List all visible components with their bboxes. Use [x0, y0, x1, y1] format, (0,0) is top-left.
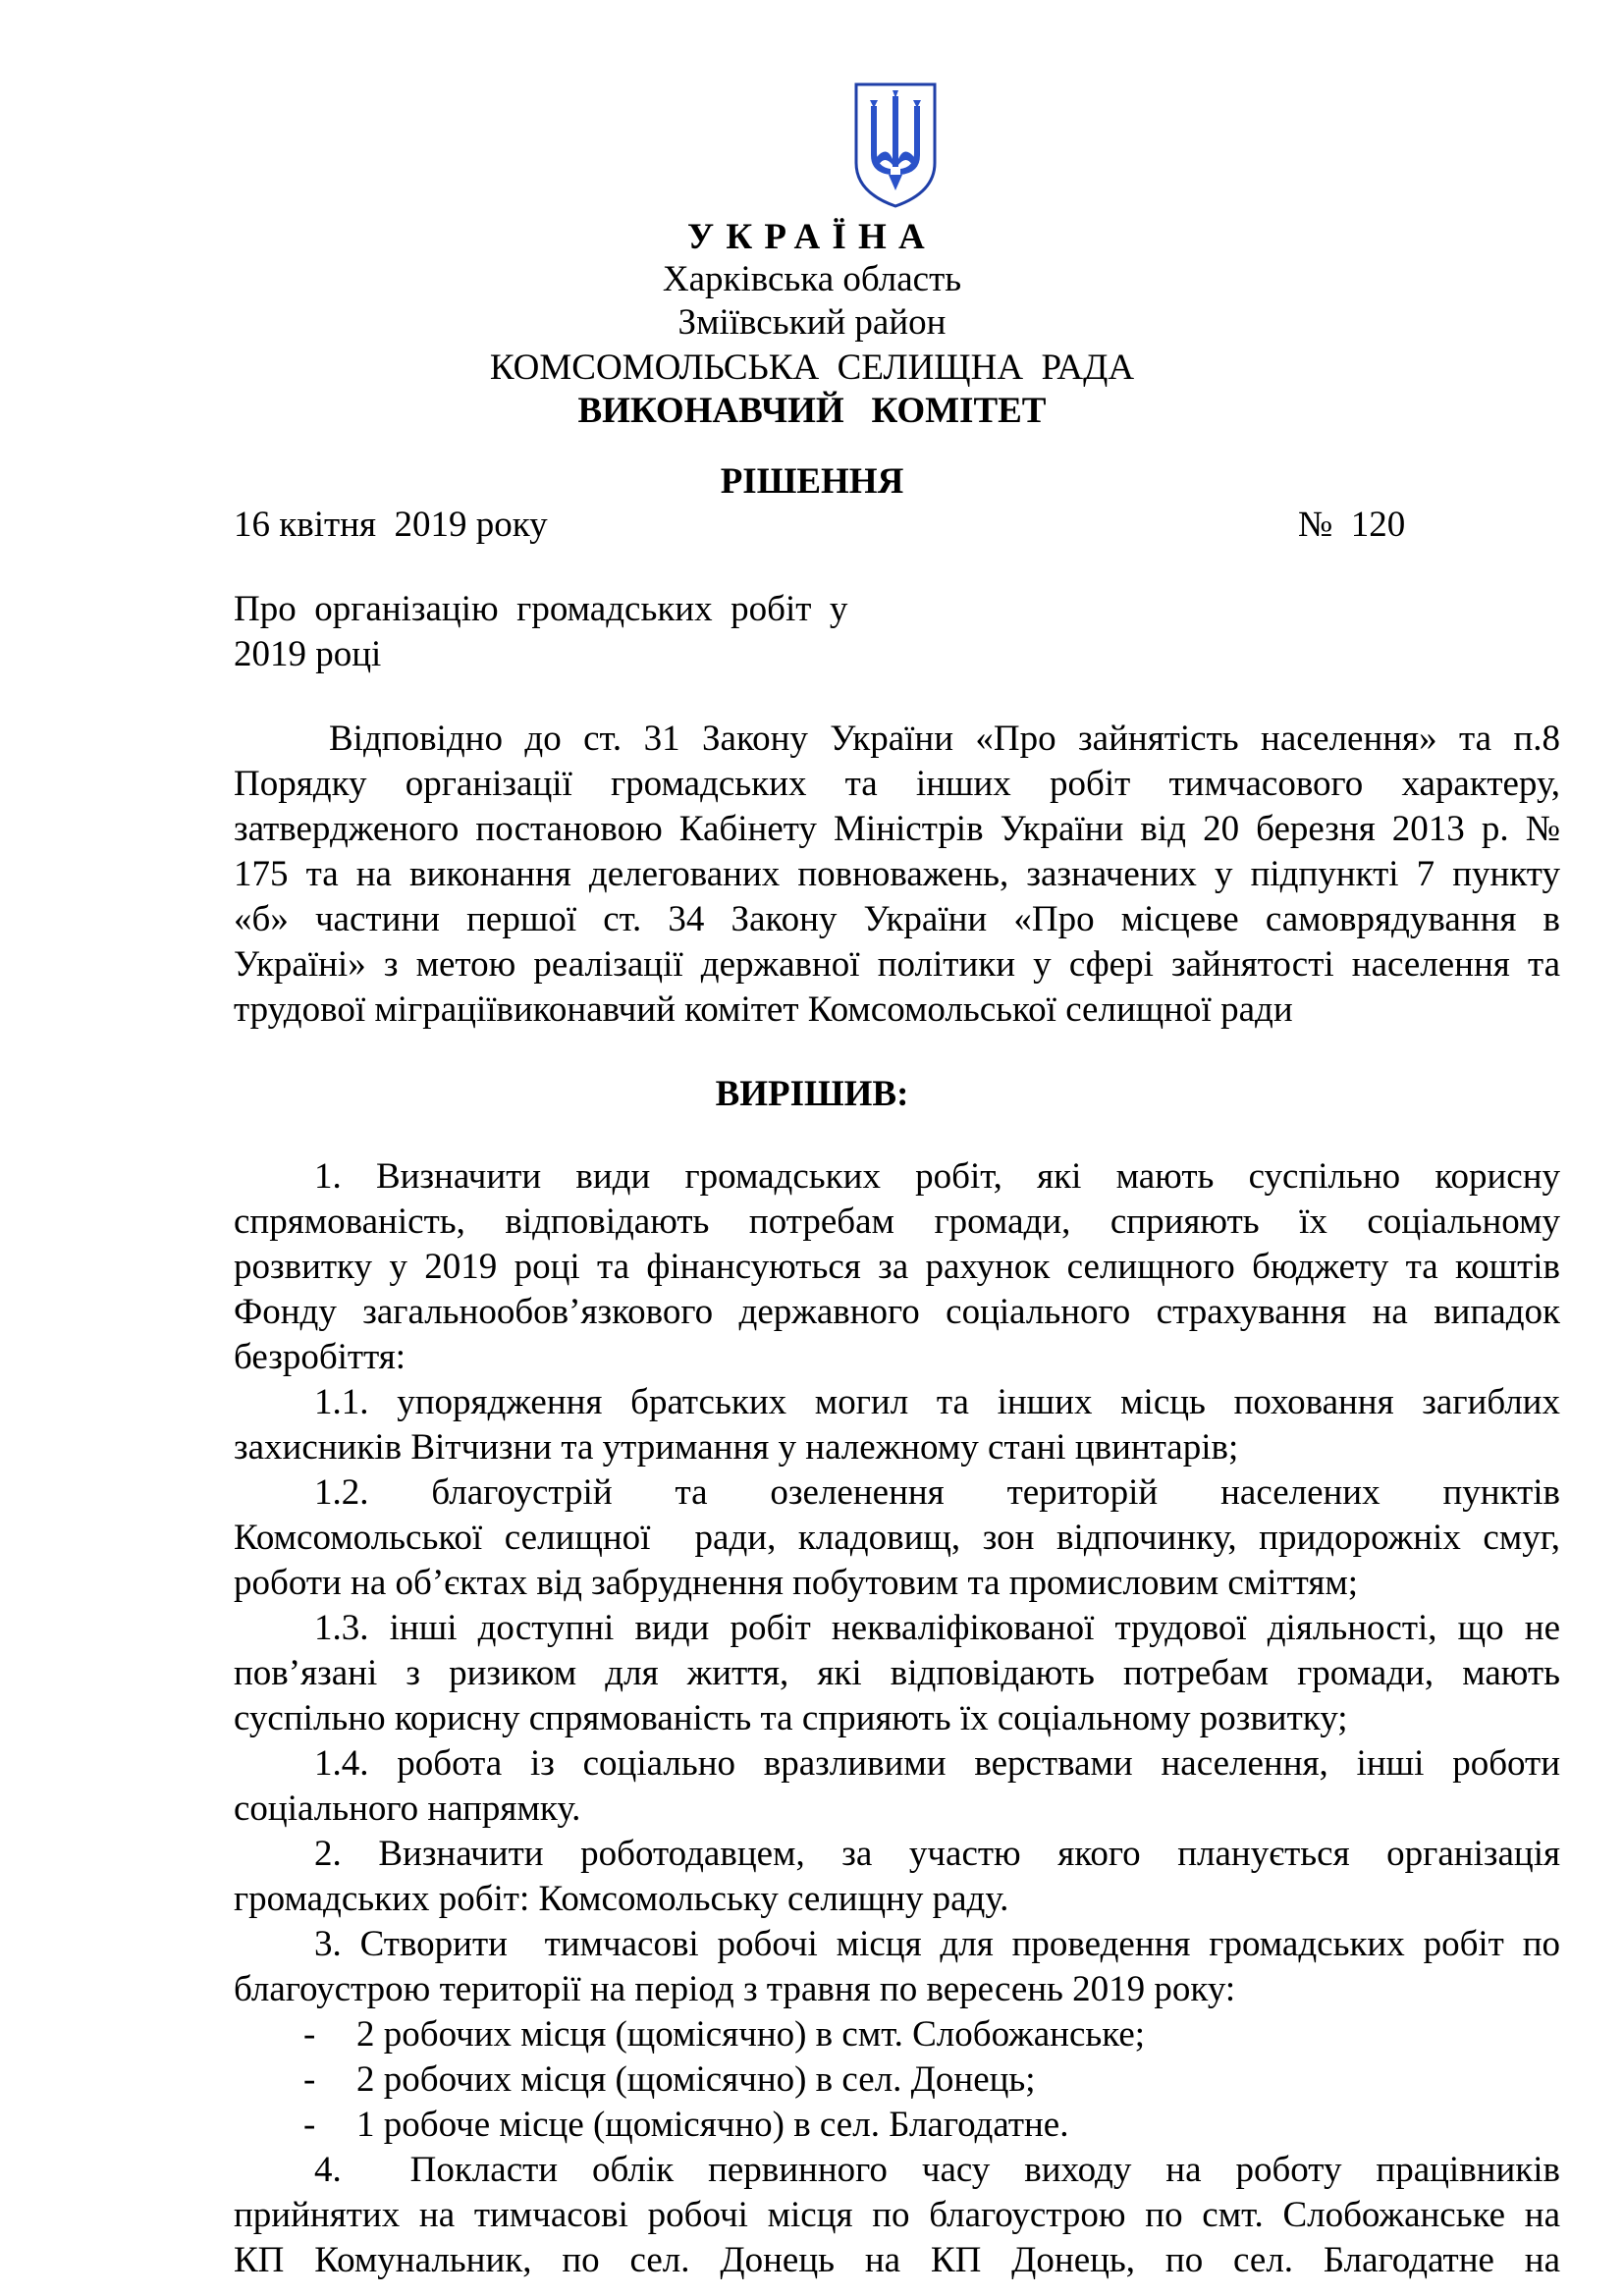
item-4-line: КП Комунальник, по сел. Донець на КП Донець, по сел. Благодатне на — [234, 2240, 1560, 2280]
subject-line: Про організацію громадських робіт у — [234, 589, 848, 629]
list-item-text: 1 робоче місце (щомісячно) в сел. Благодатне. — [356, 2105, 1069, 2145]
list-item-text: 2 робочих місця (щомісячно) в сел. Донець; — [356, 2059, 1036, 2100]
raion-line: Зміївський район — [677, 302, 947, 343]
decided-heading: ВИРІШИВ: — [715, 1074, 909, 1114]
item-1-1-line: 1.1. упорядження братських могил та інших місць поховання загиблих — [314, 1382, 1560, 1422]
item-4-line: прийнятих на тимчасові робочі місця по благоустрою по смт. Слобожанське на — [234, 2195, 1560, 2235]
dash-marker: - — [303, 2014, 316, 2055]
list-item — [303, 2057, 1036, 2103]
list-item — [303, 2103, 1068, 2148]
preamble-line: Україні» з метою реалізації державної політики у сфері зайнятості населення та — [234, 944, 1560, 985]
item-1-4-line: 1.4. робота із соціально вразливими верствами населення, інші роботи — [314, 1743, 1560, 1784]
preamble-line: трудової міграціївиконавчий комітет Комсомольської селищної ради — [234, 989, 1293, 1030]
doc-type-heading: РІШЕННЯ — [720, 461, 904, 502]
subject-line: 2019 році — [234, 634, 382, 674]
item-4-line: 4. Покласти облік первинного часу виходу на роботу працівників — [314, 2150, 1560, 2190]
decision-number: № 120 — [1298, 505, 1406, 545]
country-heading: УКРАЇНА — [687, 217, 937, 257]
item-3-line: 3. Створити тимчасові робочі місця для проведення громадських робіт по — [314, 1924, 1560, 1964]
item-1-line: спрямованість, відповідають потребам громади, сприяють їх соціальному — [234, 1201, 1560, 1242]
trident-emblem-icon — [851, 77, 940, 212]
item-2-line: 2. Визначити роботодавцем, за участю якого планується організація — [314, 1834, 1560, 1874]
item-1-3-line: 1.3. інші доступні види робіт некваліфікованої трудової діяльності, що не — [314, 1608, 1560, 1648]
list-item — [303, 2012, 1145, 2057]
list-item-text: 2 робочих місця (щомісячно) в смт. Слобожанське; — [356, 2014, 1146, 2055]
item-3-line: благоустрою території на період з травня по вересень 2019 року: — [234, 1969, 1236, 2009]
item-1-line: Фонду загальнообов’язкового державного соціального страхування на випадок — [234, 1292, 1560, 1332]
preamble-line: Відповідно до ст. 31 Закону України «Про зайнятість населення» та п.8 — [329, 719, 1560, 759]
preamble-line: затвердженого постановою Кабінету Міністрів України від 20 березня 2013 р. № — [234, 809, 1560, 849]
item-1-3-line: суспільно корисну спрямованість та сприяють їх соціальному розвитку; — [234, 1698, 1348, 1738]
item-1-line: розвитку у 2019 році та фінансуються за рахунок селищного бюджету та коштів — [234, 1247, 1560, 1287]
item-1-1-line: захисників Вітчизни та утримання у належному стані цвинтарів; — [234, 1427, 1239, 1468]
dash-marker: - — [303, 2059, 316, 2100]
decision-date: 16 квітня 2019 року — [234, 505, 548, 545]
item-1-line: 1. Визначити види громадських робіт, які мають суспільно корисну — [314, 1156, 1560, 1197]
item-2-line: громадських робіт: Комсомольську селищну раду. — [234, 1879, 1009, 1919]
preamble-line: Порядку організації громадських та інших робіт тимчасового характеру, — [234, 764, 1560, 804]
preamble-line: «б» частини першої ст. 34 Закону України «Про місцеве самоврядування в — [234, 899, 1560, 939]
item-1-2-line: 1.2. благоустрій та озеленення територій населених пунктів — [314, 1472, 1560, 1513]
oblast-line: Харківська область — [662, 259, 962, 299]
preamble-line: 175 та на виконання делегованих повноважень, зазначених у підпункті 7 пункту — [234, 854, 1560, 894]
council-line: КОМСОМОЛЬСЬКА СЕЛИЩНА РАДА — [489, 347, 1135, 388]
item-1-3-line: пов’язані з ризиком для життя, які відповідають потребам громади, мають — [234, 1653, 1560, 1693]
item-1-4-line: соціального напрямку. — [234, 1789, 581, 1829]
item-1-2-line: роботи на об’єктах від забруднення побутовим та промисловим сміттям; — [234, 1563, 1359, 1603]
item-1-2-line: Комсомольської селищної ради, кладовищ, зон відпочинку, придорожніх смуг, — [234, 1518, 1560, 1558]
committee-line: ВИКОНАВЧИЙ КОМІТЕТ — [577, 391, 1047, 431]
dash-marker: - — [303, 2105, 316, 2145]
item-1-line: безробіття: — [234, 1337, 406, 1377]
